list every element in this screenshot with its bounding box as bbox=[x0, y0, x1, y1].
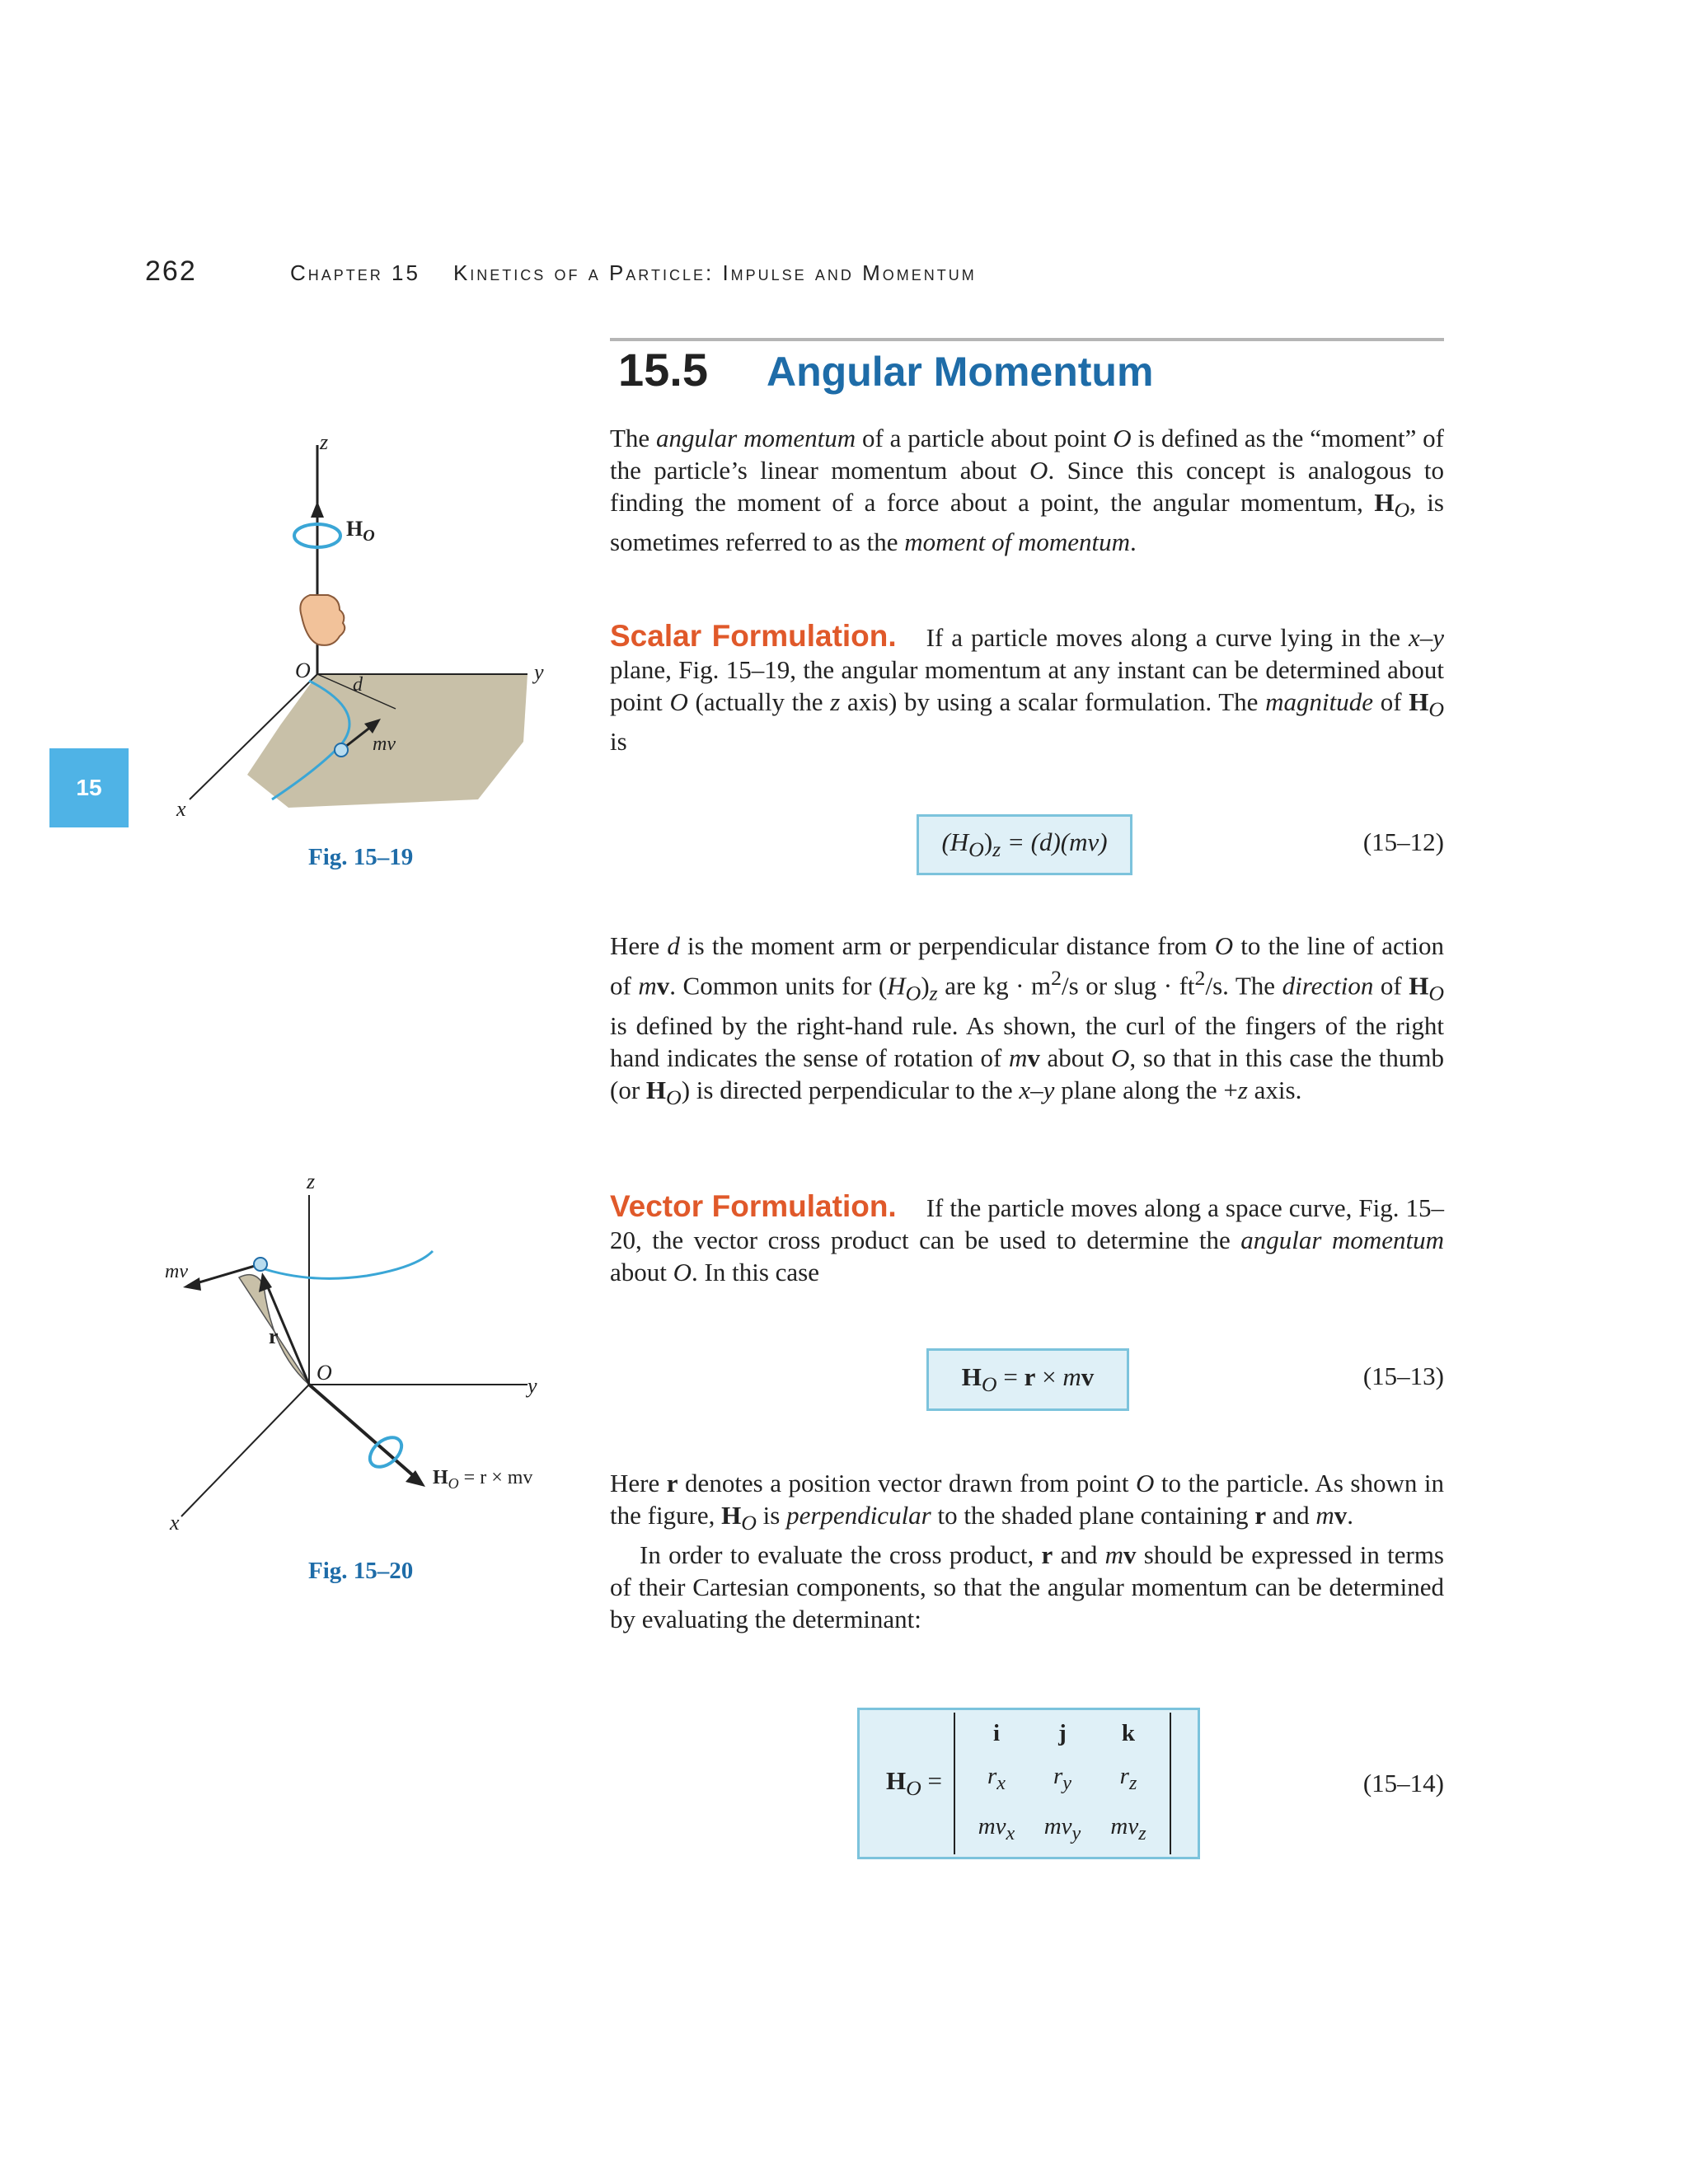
scalar-paragraph-2: Here d is the moment arm or perpendicular distance from O to the line of action of mv. Common units for $(H_O)_z$ are kg · $m^2/s$ or slug · $ft^2/s$. The direction of $H_O$ is defined by the right-hand rule. As shown, the curl of the fingers of the right hand indicates the sense of rotation of mv about O, so that in this case the thumb (or $H_O$) is directed perpendicular to the x–y plane along the +z axis. bbox=[610, 931, 1445, 1109]
figure-15-20-caption: Fig. 15–20 bbox=[308, 1558, 414, 1584]
section-title: Angular Momentum bbox=[767, 349, 1154, 395]
label-z: z bbox=[320, 430, 329, 454]
label-H-eq: $H_O = r$ × mv bbox=[433, 1467, 533, 1492]
scalar-heading: Scalar Formulation. bbox=[610, 619, 897, 653]
space-curve bbox=[260, 1251, 433, 1278]
z-arrowhead bbox=[311, 501, 324, 518]
equation-15-13: $H_O = r$ × mv bbox=[926, 1348, 1129, 1411]
label-x: x bbox=[176, 797, 186, 821]
H-vector bbox=[309, 1385, 420, 1482]
scalar-paragraph: Scalar Formulation. If a particle moves along a curve lying in the x–y plane, Fig. 15–19, the angular momentum at any instant can be determined about point O (actually the z axis) by using a scalar formulation. The magnitude of $H_O$ is bbox=[610, 619, 1445, 757]
right-hand-icon bbox=[300, 595, 345, 645]
label-mv: mv bbox=[165, 1261, 188, 1282]
determinant: i j k $r_x$ $r_y$ $r_z$ $mv_x$ $mv_y$ $mv_z$ bbox=[954, 1713, 1171, 1854]
chapter-label: Chapter 15 bbox=[290, 260, 420, 285]
chapter-tab[interactable]: 15 bbox=[49, 748, 129, 827]
label-y: y bbox=[528, 1374, 537, 1398]
label-y: y bbox=[534, 660, 544, 684]
label-O: O bbox=[316, 1361, 332, 1385]
intro-paragraph: The angular momentum of a particle about point O is defined as the “moment” of the particle’s linear momentum about O. Since this concept is analogous to finding the moment of a force about a point, the angular momentum, $H_O$, is sometimes referred to as the moment of momentum. bbox=[610, 424, 1445, 557]
label-d: d bbox=[353, 674, 363, 696]
figure-15-19-caption: Fig. 15–19 bbox=[308, 844, 414, 870]
equation-15-12: $(H_O)_z = (d)(mv)$ bbox=[917, 814, 1132, 875]
particle bbox=[254, 1258, 267, 1271]
label-x: x bbox=[170, 1511, 180, 1535]
label-z: z bbox=[307, 1169, 316, 1193]
equation-number-15-13: (15–13) bbox=[1362, 1361, 1444, 1390]
x-axis-line bbox=[181, 1385, 309, 1516]
figure-15-19 bbox=[148, 412, 577, 841]
vector-paragraph: Vector Formulation. If the particle moves along a space curve, Fig. 15–20, the vector cross product can be used to determine the angular momentum about O. In this case bbox=[610, 1189, 1445, 1286]
chapter-title: Kinetics of a Particle: Impulse and Momentum bbox=[452, 260, 977, 285]
label-r: r bbox=[269, 1324, 279, 1348]
vector-heading: Vector Formulation. bbox=[610, 1189, 897, 1223]
label-O: O bbox=[295, 658, 311, 682]
particle bbox=[335, 743, 348, 757]
label-mv: mv bbox=[373, 733, 396, 755]
equation-15-14: $H_O$ = i j k $r_x$ $r_y$ $r_z$ $mv_x$ $mv_y$ $mv_z$ bbox=[857, 1708, 1200, 1859]
equation-number-15-14: (15–14) bbox=[1362, 1769, 1444, 1797]
vector-paragraph-2: Here r denotes a position vector drawn from point O to the particle. As shown in the figure, $H_O$ is perpendicular to the shaded plane containing r and mv. In order to evaluate the cross product, r and mv should be expressed in terms of their Cartesian components, so that the angular momentum can be determined by evaluating the determinant: bbox=[610, 1469, 1445, 1634]
figure-15-20 bbox=[148, 1162, 577, 1541]
section-number: 15.5 bbox=[618, 344, 708, 396]
equation-number-15-12: (15–12) bbox=[1362, 827, 1444, 856]
page-number: 262 bbox=[145, 255, 197, 287]
label-H: $H_O$ bbox=[346, 517, 375, 545]
running-header bbox=[290, 260, 977, 286]
section-rule bbox=[610, 338, 1444, 341]
